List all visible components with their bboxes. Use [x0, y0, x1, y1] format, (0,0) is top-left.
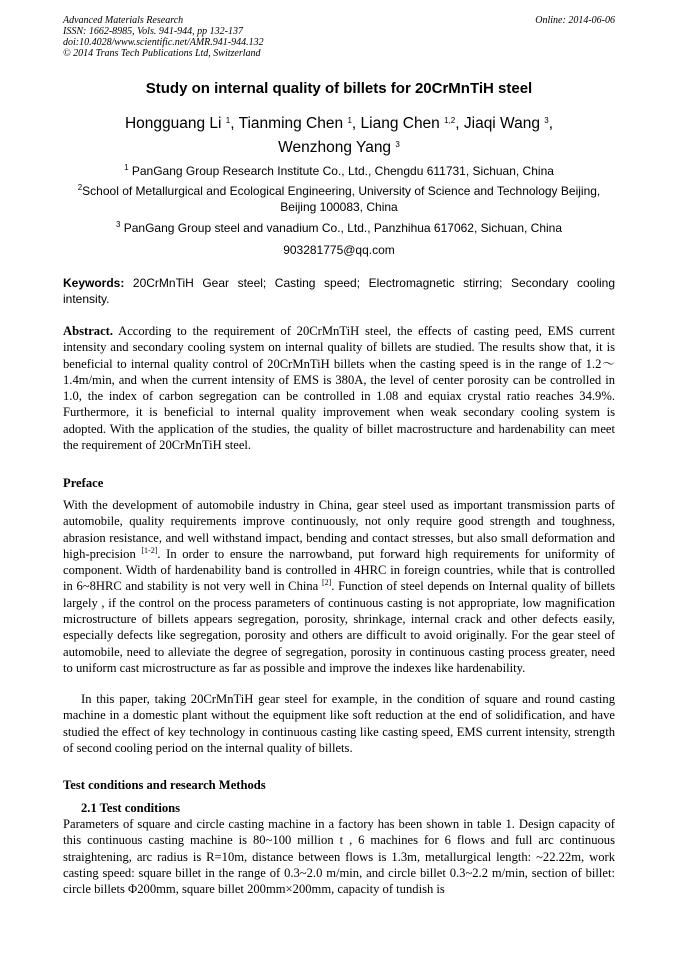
author-line-2: [63, 136, 615, 160]
citation-ref: [2]: [321, 578, 332, 588]
affiliation-1: [63, 163, 615, 179]
methods-paragraph-1: Parameters of square and circle casting machine in a factory has been shown in table 1. Design capacity of this continuous casting machine is 80~100 million t , 6 machines for 6 flows and full arc continuous straightening, arc radius is R=10m, distance between flows is 1.3m, metallurgical length: ~22.22m, work casting speed: square billet in the range of 0.3~2.0 m/min, and circle billet 0.3~2.2 m/min, section of billet: circle billets Φ200mm, square billet 200mm×200mm, capacity of tundish is: [63, 817, 615, 897]
issn-line: ISSN: 1662-8985, Vols. 941-944, pp 132-137: [63, 26, 243, 37]
affiliation-text: School of Metallurgical and Ecological Engineering, University of Science and Technology Beijing, Beijing 100083, China: [82, 184, 601, 214]
subsection-heading-test-conditions: 2.1 Test conditions: [81, 801, 181, 815]
author-name: Hongguang Li: [124, 115, 222, 132]
affiliation-mark: 2: [77, 183, 83, 192]
paragraph-text: . In order to ensure the narrowband, put forward high requirements for uniformity of component. Width of hardenability band is controlled in 4HRC in foreign countries, while that is controlled in 6~8HRC and stability is not very well in China: [63, 546, 615, 594]
abstract-label: Abstract.: [63, 324, 114, 338]
affiliation-mark: 1: [225, 116, 231, 125]
online-date: Online: 2014-06-06: [535, 15, 615, 26]
citation-ref: [1-2]: [141, 545, 158, 555]
affiliation-3: [63, 220, 615, 236]
affiliation-mark: 1: [347, 116, 352, 125]
paper-title: Study on internal quality of billets for 20CrMnTiH steel: [145, 80, 533, 97]
author-name: Wenzhong Yang: [278, 139, 392, 156]
author-email: 903281775@qq.com: [283, 243, 395, 257]
preface-paragraph-1: [63, 497, 615, 676]
copyright-line: © 2014 Trans Tech Publications Ltd, Switzerland: [63, 48, 261, 59]
affiliation-mark: 1,2: [444, 116, 456, 125]
author-name: Liang Chen: [360, 115, 440, 132]
journal-header: [63, 15, 615, 59]
paragraph-text: With the development of automobile industry in China, gear steel used as important transmission parts of automobile, quality requirements improve continuously, not only require good strength and toughness, abrasion resistance, and well withstand impact, bending and contact stresses, but also small deformation and high-precision: [63, 498, 615, 561]
author-name: Jiaqi Wang: [463, 115, 540, 132]
section-heading-preface: Preface: [63, 476, 104, 490]
keywords-block: [63, 276, 615, 307]
preface-paragraph-2: In this paper, taking 20CrMnTiH gear steel for example, in the condition of square and round casting machine in a domestic plant without the equipment like soft reduction at the end of solidification, and have studied the effect of key technology in continuous casting like casting speed, EMS current intensity, strength of second cooling period on the internal quality of billets.: [63, 692, 615, 755]
author-name: Tianming Chen: [238, 115, 344, 132]
doi-line: doi:10.4028/www.scientific.net/AMR.941-944.132: [63, 37, 264, 48]
affiliation-mark: 3: [395, 140, 400, 149]
abstract-block: [63, 323, 615, 453]
affiliation-mark: 3: [115, 220, 121, 229]
author-list: [63, 112, 615, 160]
affiliation-2: [63, 183, 615, 215]
affiliation-text: PanGang Group steel and vanadium Co., Ltd., Panzhihua 617062, Sichuan, China: [123, 221, 563, 235]
journal-name: Advanced Materials Research: [63, 15, 184, 26]
keywords-text: 20CrMnTiH Gear steel; Casting speed; Electromagnetic stirring; Secondary cooling intensity.: [63, 276, 615, 306]
paragraph-text: . Function of steel depends on Internal quality of billets largely , if the control on the process parameters of continuous casting is not appropriate, low magnification microstructure of billets appears segregation, porosity, shrinkage, internal crack and other defects easily, especially defects like segregation, porosity and others are difficult to avoid originally. For the gear steel of automobile, need to alleviate the degree of segregation, porosity in continuous casting process greater, need to uniform cast microstructure as far as possible and improve the indexes like hardenability.: [63, 579, 615, 675]
affiliation-mark: 3: [544, 116, 549, 125]
section-heading-methods: Test conditions and research Methods: [63, 778, 266, 792]
author-line-1: Hongguang Li $^1$, Tianming Chen $^1$, Liang Chen $^{1,2}$, Jiaqi Wang $^3$,: [124, 115, 554, 132]
affiliation-text: PanGang Group Research Institute Co., Ltd., Chengdu 611731, Sichuan, China: [131, 164, 554, 178]
keywords-label: Keywords:: [63, 276, 125, 290]
abstract-text: According to the requirement of 20CrMnTiH steel, the effects of casting peed, EMS current intensity and secondary cooling system on internal quality of billets are studied. The results show that, it is beneficial to internal quality control of 20CrMnTiH billets when the casting speed is in the range of 1.2～1.4m/min, and when the current intensity of EMS is 380A, the level of center porosity can be controlled in 1.0, the index of carbon segregation can be controlled in 1.08 and equiax crystal ratio reaches 34.9%. Furthermore, it is beneficial to internal quality improvement when weak secondary cooling system is adopted. With the application of the studies, the quality of billet macrostructure and hardenability can meet the requirement of 20CrMnTiH steel.: [63, 324, 615, 453]
affiliation-mark: 1: [124, 163, 129, 172]
